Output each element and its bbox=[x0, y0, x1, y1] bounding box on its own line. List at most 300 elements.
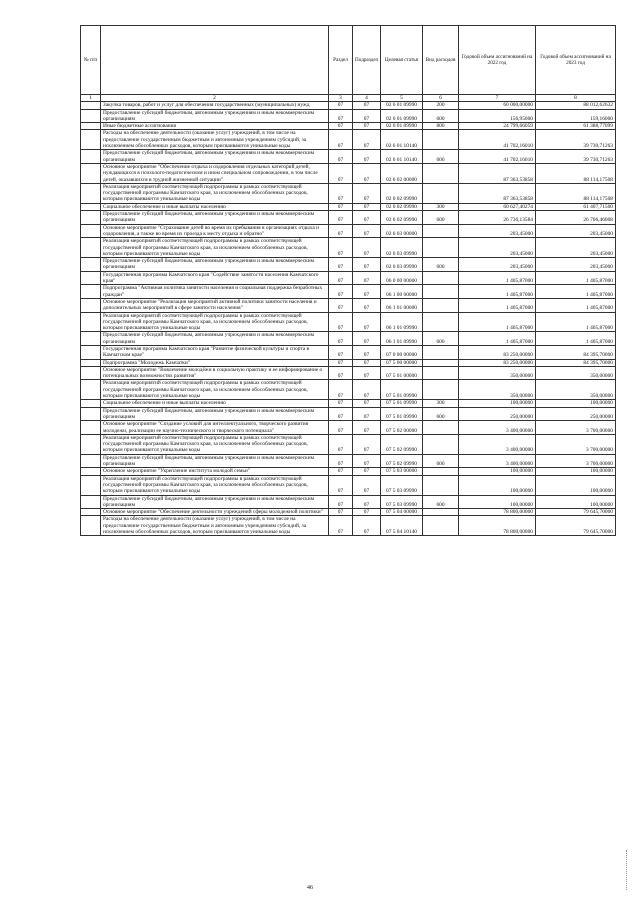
amount-2022-cell: 250,00000 bbox=[459, 407, 536, 421]
amount-2023-cell: 88 114,17508 bbox=[536, 163, 616, 183]
row-number-cell bbox=[81, 345, 101, 359]
table-row bbox=[81, 150, 616, 164]
podrazdel-cell: 07 bbox=[353, 495, 381, 509]
table-row bbox=[81, 298, 616, 312]
target-article-cell: 02 6 03 09990 bbox=[381, 258, 423, 272]
target-article-cell: 02 6 01 09990 bbox=[381, 109, 423, 123]
razdel-cell: 07 bbox=[329, 332, 353, 346]
col-header-2022: Годовой объем ассигнований на 2022 год bbox=[459, 26, 536, 95]
amount-2022-cell: 3 400,00000 bbox=[459, 454, 536, 468]
item-name-cell: Реализация мероприятий соответствующей подпрограммы в рамках соответствующей государственной программы Камчатского края, за исключением обособленных расходов, которым присваиваются уникальные коды bbox=[101, 380, 329, 400]
expense-type-cell: 600 bbox=[423, 211, 459, 225]
row-number-cell bbox=[81, 150, 101, 164]
podrazdel-cell: 07 bbox=[353, 407, 381, 421]
podrazdel-cell: 07 bbox=[353, 359, 381, 366]
item-name-cell: Государственная программа Камчатского края "Развитие физической культуры и спорта в Камчатском крае" bbox=[101, 345, 329, 359]
podrazdel-cell: 07 bbox=[353, 224, 381, 238]
table-row bbox=[81, 211, 616, 225]
amount-2022-cell: 3 400,00000 bbox=[459, 421, 536, 435]
table-row bbox=[81, 258, 616, 272]
row-number-cell bbox=[81, 285, 101, 299]
podrazdel-cell: 07 bbox=[353, 183, 381, 203]
row-number-cell bbox=[81, 475, 101, 495]
col-header-target-article: Целевая статья bbox=[381, 26, 423, 95]
amount-2023-cell: 1 405,87000 bbox=[536, 271, 616, 285]
table-row bbox=[81, 366, 616, 380]
table-row bbox=[81, 183, 616, 203]
expense-type-cell bbox=[423, 366, 459, 380]
table-row bbox=[81, 238, 616, 258]
expense-type-cell bbox=[423, 380, 459, 400]
amount-2022-cell: 1 405,87000 bbox=[459, 332, 536, 346]
amount-2023-cell: 84 395,70000 bbox=[536, 359, 616, 366]
target-article-cell: 02 6 01 09990 bbox=[381, 102, 423, 109]
row-number-cell bbox=[81, 454, 101, 468]
amount-2023-cell: 26 706,46008 bbox=[536, 211, 616, 225]
podrazdel-cell: 07 bbox=[353, 285, 381, 299]
target-article-cell: 02 6 01 10140 bbox=[381, 150, 423, 164]
expense-type-cell bbox=[423, 298, 459, 312]
col-number: 4 bbox=[353, 95, 381, 102]
amount-2023-cell: 39 730,71263 bbox=[536, 150, 616, 164]
razdel-cell: 07 bbox=[329, 380, 353, 400]
table-row bbox=[81, 332, 616, 346]
table-row bbox=[81, 285, 616, 299]
podrazdel-cell: 07 bbox=[353, 203, 381, 210]
amount-2023-cell: 250,00000 bbox=[536, 407, 616, 421]
razdel-cell: 07 bbox=[329, 123, 353, 130]
amount-2023-cell: 3 700,00000 bbox=[536, 421, 616, 435]
table-row bbox=[81, 345, 616, 359]
target-article-cell: 07 5 00 00000 bbox=[381, 359, 423, 366]
amount-2022-cell: 60 627,40274 bbox=[459, 203, 536, 210]
amount-2022-cell: 100,00000 bbox=[459, 400, 536, 407]
target-article-cell: 07 5 03 09990 bbox=[381, 475, 423, 495]
razdel-cell: 07 bbox=[329, 345, 353, 359]
table-row bbox=[81, 407, 616, 421]
table-row bbox=[81, 359, 616, 366]
amount-2022-cell: 203,45000 bbox=[459, 224, 536, 238]
item-name-cell: Подпрограмма "Активная политика занятости населения и социальная поддержка безработных граждан" bbox=[101, 285, 329, 299]
amount-2023-cell: 100,00000 bbox=[536, 468, 616, 475]
col-number: 7 bbox=[459, 95, 536, 102]
podrazdel-cell: 07 bbox=[353, 332, 381, 346]
amount-2023-cell: 3 700,00000 bbox=[536, 434, 616, 454]
amount-2022-cell: 100,00000 bbox=[459, 468, 536, 475]
amount-2022-cell: 100,00000 bbox=[459, 495, 536, 509]
podrazdel-cell: 07 bbox=[353, 400, 381, 407]
expense-type-cell bbox=[423, 509, 459, 516]
amount-2022-cell: 350,00000 bbox=[459, 366, 536, 380]
target-article-cell: 06 1 01 09990 bbox=[381, 312, 423, 332]
table-row bbox=[81, 380, 616, 400]
col-header-expense-type: Вид расходов bbox=[423, 26, 459, 95]
row-number-cell bbox=[81, 258, 101, 272]
table-row bbox=[81, 468, 616, 475]
column-number-row bbox=[81, 95, 616, 102]
page-number: 46 bbox=[307, 885, 313, 891]
razdel-cell: 07 bbox=[329, 454, 353, 468]
col-number: 1 bbox=[81, 95, 101, 102]
razdel-cell: 07 bbox=[329, 211, 353, 225]
item-name-cell: Основное мероприятие "Страхование детей во время их пребывания в организациях отдыха и оздоровления, а также во время их проезда к месту отдыха и обратно" bbox=[101, 224, 329, 238]
target-article-cell: 07 5 02 09990 bbox=[381, 454, 423, 468]
target-article-cell: 07 5 03 00000 bbox=[381, 468, 423, 475]
amount-2022-cell: 100,00000 bbox=[459, 475, 536, 495]
row-number-cell bbox=[81, 468, 101, 475]
item-name-cell: Реализация мероприятий соответствующей подпрограммы в рамках соответствующей государственной программы Камчатского края, за исключением обособленных расходов, которым присваиваются уникальные коды bbox=[101, 312, 329, 332]
budget-table bbox=[80, 25, 616, 536]
item-name-cell: Иные бюджетные ассигнования bbox=[101, 123, 329, 130]
table-row bbox=[81, 475, 616, 495]
target-article-cell: 07 5 01 09990 bbox=[381, 380, 423, 400]
header-row bbox=[81, 26, 616, 95]
row-number-cell bbox=[81, 421, 101, 435]
expense-type-cell bbox=[423, 183, 459, 203]
razdel-cell: 07 bbox=[329, 238, 353, 258]
podrazdel-cell: 07 bbox=[353, 516, 381, 536]
col-number: 5 bbox=[381, 95, 423, 102]
podrazdel-cell: 07 bbox=[353, 312, 381, 332]
amount-2022-cell: 83 250,00000 bbox=[459, 345, 536, 359]
amount-2023-cell: 61 388,77099 bbox=[536, 123, 616, 130]
expense-type-cell bbox=[423, 163, 459, 183]
table-row bbox=[81, 224, 616, 238]
amount-2022-cell: 26 736,13584 bbox=[459, 211, 536, 225]
row-number-cell bbox=[81, 434, 101, 454]
item-name-cell: Основное мероприятие "Укрепление института молодой семьи" bbox=[101, 468, 329, 475]
amount-2023-cell: 88 012,62632 bbox=[536, 102, 616, 109]
amount-2022-cell: 350,00000 bbox=[459, 380, 536, 400]
target-article-cell: 06 0 00 00000 bbox=[381, 271, 423, 285]
item-name-cell: Предоставление субсидий бюджетным, автономным учреждениям и иным некоммерческим организациям bbox=[101, 454, 329, 468]
expense-type-cell bbox=[423, 468, 459, 475]
table-row bbox=[81, 454, 616, 468]
row-number-cell bbox=[81, 109, 101, 123]
razdel-cell: 07 bbox=[329, 407, 353, 421]
podrazdel-cell: 07 bbox=[353, 211, 381, 225]
razdel-cell: 07 bbox=[329, 163, 353, 183]
razdel-cell: 07 bbox=[329, 109, 353, 123]
amount-2023-cell: 79 645,70000 bbox=[536, 516, 616, 536]
row-number-cell bbox=[81, 130, 101, 150]
row-number-cell bbox=[81, 407, 101, 421]
amount-2022-cell: 41 702,16010 bbox=[459, 150, 536, 164]
target-article-cell: 02 6 02 09990 bbox=[381, 211, 423, 225]
item-name-cell: Реализация мероприятий соответствующей подпрограммы в рамках соответствующей государственной программы Камчатского края, за исключением обособленных расходов, которым присваиваются уникальные коды bbox=[101, 238, 329, 258]
razdel-cell: 07 bbox=[329, 298, 353, 312]
row-number-cell bbox=[81, 495, 101, 509]
table-row bbox=[81, 271, 616, 285]
target-article-cell: 07 5 04 10140 bbox=[381, 516, 423, 536]
table-row bbox=[81, 434, 616, 454]
target-article-cell: 07 5 01 09990 bbox=[381, 400, 423, 407]
expense-type-cell bbox=[423, 312, 459, 332]
item-name-cell: Государственная программа Камчатского края "Содействие занятости населения Камчатского края" bbox=[101, 271, 329, 285]
amount-2023-cell: 3 700,00000 bbox=[536, 454, 616, 468]
col-header-podrazdel: Подраздел bbox=[353, 26, 381, 95]
amount-2022-cell: 203,45000 bbox=[459, 258, 536, 272]
item-name-cell: Социальное обеспечение и иные выплаты населению bbox=[101, 400, 329, 407]
razdel-cell: 07 bbox=[329, 271, 353, 285]
col-number: 2 bbox=[101, 95, 329, 102]
podrazdel-cell: 07 bbox=[353, 163, 381, 183]
item-name-cell: Основное мероприятие "Обеспечение отдыха и оздоровления отдельных категорий детей, нуждающихся в психолого-педагогическом и ином специальном сопровождении, в том числе детей, оказавшихся в трудной жизненной ситуации" bbox=[101, 163, 329, 183]
item-name-cell: Социальное обеспечение и иные выплаты населению bbox=[101, 203, 329, 210]
target-article-cell: 02 6 02 09990 bbox=[381, 203, 423, 210]
amount-2023-cell: 1 405,87000 bbox=[536, 285, 616, 299]
col-header-2023: Годовой объем ассигнований на 2023 год bbox=[536, 26, 616, 95]
row-number-cell bbox=[81, 224, 101, 238]
table-row bbox=[81, 130, 616, 150]
row-number-cell bbox=[81, 400, 101, 407]
podrazdel-cell: 07 bbox=[353, 130, 381, 150]
item-name-cell: Предоставление субсидий бюджетным, автономным учреждениям и иным некоммерческим организациям bbox=[101, 109, 329, 123]
expense-type-cell: 600 bbox=[423, 258, 459, 272]
target-article-cell: 07 5 01 09990 bbox=[381, 407, 423, 421]
expense-type-cell bbox=[423, 421, 459, 435]
table-row bbox=[81, 312, 616, 332]
razdel-cell: 07 bbox=[329, 258, 353, 272]
podrazdel-cell: 07 bbox=[353, 238, 381, 258]
expense-type-cell bbox=[423, 271, 459, 285]
expense-type-cell bbox=[423, 224, 459, 238]
amount-2022-cell: 87 363,53858 bbox=[459, 163, 536, 183]
target-article-cell: 02 6 01 10140 bbox=[381, 130, 423, 150]
podrazdel-cell: 07 bbox=[353, 102, 381, 109]
item-name-cell: Реализация мероприятий соответствующей подпрограммы в рамках соответствующей государственной программы Камчатского края, за исключением обособленных расходов, которым присваиваются уникальные коды bbox=[101, 475, 329, 495]
target-article-cell: 07 0 00 00000 bbox=[381, 345, 423, 359]
item-name-cell: Расходы на обеспечение деятельности (оказание услуг) учреждений, в том числе на предоставление государственным бюджетным и автономным учреждениям субсидий, за исключением обособленных расходов, которым присваиваются уникальные коды bbox=[101, 130, 329, 150]
row-number-cell bbox=[81, 102, 101, 109]
target-article-cell: 02 6 03 00000 bbox=[381, 224, 423, 238]
col-header-number: № п/п bbox=[81, 26, 101, 95]
razdel-cell: 07 bbox=[329, 495, 353, 509]
row-number-cell bbox=[81, 509, 101, 516]
amount-2022-cell: 24 799,66059 bbox=[459, 123, 536, 130]
expense-type-cell bbox=[423, 359, 459, 366]
expense-type-cell bbox=[423, 130, 459, 150]
target-article-cell: 02 6 02 00000 bbox=[381, 163, 423, 183]
target-article-cell: 06 1 01 00000 bbox=[381, 298, 423, 312]
amount-2023-cell: 350,00000 bbox=[536, 380, 616, 400]
expense-type-cell bbox=[423, 434, 459, 454]
amount-2022-cell: 83 250,00000 bbox=[459, 359, 536, 366]
row-number-cell bbox=[81, 312, 101, 332]
expense-type-cell: 600 bbox=[423, 495, 459, 509]
razdel-cell: 07 bbox=[329, 468, 353, 475]
razdel-cell: 07 bbox=[329, 509, 353, 516]
col-number: 8 bbox=[536, 95, 616, 102]
target-article-cell: 07 5 02 00000 bbox=[381, 421, 423, 435]
podrazdel-cell: 07 bbox=[353, 298, 381, 312]
razdel-cell: 07 bbox=[329, 150, 353, 164]
item-name-cell: Основное мероприятие "Вовлечение молодёжи в социальную практику и ее информирование о потенциальных возможностях развития" bbox=[101, 366, 329, 380]
amount-2022-cell: 78 800,00000 bbox=[459, 509, 536, 516]
podrazdel-cell: 07 bbox=[353, 271, 381, 285]
row-number-cell bbox=[81, 211, 101, 225]
expense-type-cell bbox=[423, 238, 459, 258]
amount-2022-cell: 78 800,00000 bbox=[459, 516, 536, 536]
target-article-cell: 07 5 03 09990 bbox=[381, 495, 423, 509]
amount-2023-cell: 1 405,87000 bbox=[536, 312, 616, 332]
item-name-cell: Предоставление субсидий бюджетным, автономным учреждениям и иным некоммерческим организациям bbox=[101, 211, 329, 225]
podrazdel-cell: 07 bbox=[353, 380, 381, 400]
podrazdel-cell: 07 bbox=[353, 421, 381, 435]
amount-2023-cell: 100,00000 bbox=[536, 495, 616, 509]
expense-type-cell: 200 bbox=[423, 102, 459, 109]
target-article-cell: 02 6 01 09990 bbox=[381, 123, 423, 130]
table-row bbox=[81, 203, 616, 210]
table-row bbox=[81, 123, 616, 130]
razdel-cell: 07 bbox=[329, 203, 353, 210]
expense-type-cell bbox=[423, 475, 459, 495]
razdel-cell: 07 bbox=[329, 434, 353, 454]
amount-2022-cell: 1 405,87000 bbox=[459, 298, 536, 312]
amount-2022-cell: 3 400,00000 bbox=[459, 434, 536, 454]
amount-2023-cell: 350,00000 bbox=[536, 366, 616, 380]
item-name-cell: Предоставление субсидий бюджетным, автономным учреждениям и иным некоммерческим организациям bbox=[101, 495, 329, 509]
row-number-cell bbox=[81, 183, 101, 203]
target-article-cell: 06 1 01 09990 bbox=[381, 332, 423, 346]
amount-2023-cell: 203,45000 bbox=[536, 224, 616, 238]
amount-2023-cell: 1 405,87000 bbox=[536, 298, 616, 312]
razdel-cell: 07 bbox=[329, 183, 353, 203]
amount-2022-cell: 156,95000 bbox=[459, 109, 536, 123]
row-number-cell bbox=[81, 380, 101, 400]
table-row bbox=[81, 400, 616, 407]
razdel-cell: 07 bbox=[329, 102, 353, 109]
podrazdel-cell: 07 bbox=[353, 434, 381, 454]
amount-2022-cell: 1 405,87000 bbox=[459, 271, 536, 285]
margin-mark bbox=[626, 850, 628, 890]
amount-2022-cell: 87 363,53858 bbox=[459, 183, 536, 203]
razdel-cell: 07 bbox=[329, 224, 353, 238]
item-name-cell: Основное мероприятие "Создание условий для интеллектуального, творческого развития молодежи, реализации ее научно-технического и творческого потенциала" bbox=[101, 421, 329, 435]
table-row bbox=[81, 421, 616, 435]
table-body bbox=[81, 102, 616, 536]
amount-2023-cell: 1 405,87000 bbox=[536, 332, 616, 346]
expense-type-cell: 600 bbox=[423, 407, 459, 421]
target-article-cell: 07 5 02 09990 bbox=[381, 434, 423, 454]
item-name-cell: Предоставление субсидий бюджетным, автономным учреждениям и иным некоммерческим организациям bbox=[101, 407, 329, 421]
item-name-cell: Расходы на обеспечение деятельности (оказание услуг) учреждений, в том числе на предоставление государственным бюджетным и автономным учреждениям субсидий, за исключением обособленных расходов, которым присваиваются уникальные коды bbox=[101, 516, 329, 536]
table-row bbox=[81, 509, 616, 516]
expense-type-cell bbox=[423, 285, 459, 299]
expense-type-cell: 600 bbox=[423, 150, 459, 164]
razdel-cell: 07 bbox=[329, 421, 353, 435]
row-number-cell bbox=[81, 203, 101, 210]
amount-2023-cell: 203,45000 bbox=[536, 238, 616, 258]
col-header-razdel: Раздел bbox=[329, 26, 353, 95]
expense-type-cell: 300 bbox=[423, 400, 459, 407]
item-name-cell: Предоставление субсидий бюджетным, автономным учреждениям и иным некоммерческим организациям bbox=[101, 258, 329, 272]
row-number-cell bbox=[81, 163, 101, 183]
razdel-cell: 07 bbox=[329, 312, 353, 332]
podrazdel-cell: 07 bbox=[353, 366, 381, 380]
target-article-cell: 02 6 03 09990 bbox=[381, 238, 423, 258]
expense-type-cell: 600 bbox=[423, 332, 459, 346]
razdel-cell: 07 bbox=[329, 516, 353, 536]
item-name-cell: Предоставление субсидий бюджетным, автономным учреждениям и иным некоммерческим организациям bbox=[101, 332, 329, 346]
podrazdel-cell: 07 bbox=[353, 123, 381, 130]
item-name-cell: Основное мероприятие "Реализация мероприятий активной политики занятости населения и дополнительных мероприятий в сфере занятости населения" bbox=[101, 298, 329, 312]
amount-2023-cell: 100,00000 bbox=[536, 475, 616, 495]
item-name-cell: Реализация мероприятий соответствующей подпрограммы в рамках соответствующей государственной программы Камчатского края, за исключением обособленных расходов, которым присваиваются уникальные коды bbox=[101, 183, 329, 203]
podrazdel-cell: 07 bbox=[353, 345, 381, 359]
razdel-cell: 07 bbox=[329, 130, 353, 150]
item-name-cell: Закупка товаров, работ и услуг для обеспечения государственных (муниципальных) нужд bbox=[101, 102, 329, 109]
amount-2023-cell: 203,45000 bbox=[536, 258, 616, 272]
amount-2023-cell: 61 407,71500 bbox=[536, 203, 616, 210]
col-header-name bbox=[101, 26, 329, 95]
razdel-cell: 07 bbox=[329, 366, 353, 380]
row-number-cell bbox=[81, 271, 101, 285]
table-row bbox=[81, 109, 616, 123]
amount-2023-cell: 88 114,17508 bbox=[536, 183, 616, 203]
expense-type-cell: 300 bbox=[423, 203, 459, 210]
row-number-cell bbox=[81, 298, 101, 312]
expense-type-cell bbox=[423, 345, 459, 359]
podrazdel-cell: 07 bbox=[353, 109, 381, 123]
expense-type-cell: 800 bbox=[423, 123, 459, 130]
amount-2023-cell: 159,16000 bbox=[536, 109, 616, 123]
amount-2023-cell: 100,00000 bbox=[536, 400, 616, 407]
target-article-cell: 06 1 00 00000 bbox=[381, 285, 423, 299]
item-name-cell: Основное мероприятие "Обеспечение деятельности учреждений сферы молодежной политики" bbox=[101, 509, 329, 516]
row-number-cell bbox=[81, 516, 101, 536]
row-number-cell bbox=[81, 366, 101, 380]
item-name-cell: Подпрограмма "Молодежь Камчатки" bbox=[101, 359, 329, 366]
item-name-cell: Реализация мероприятий соответствующей подпрограммы в рамках соответствующей государственной программы Камчатского края, за исключением обособленных расходов, которым присваиваются уникальные коды bbox=[101, 434, 329, 454]
podrazdel-cell: 07 bbox=[353, 468, 381, 475]
amount-2023-cell: 84 395,70000 bbox=[536, 345, 616, 359]
podrazdel-cell: 07 bbox=[353, 258, 381, 272]
razdel-cell: 07 bbox=[329, 475, 353, 495]
table-row bbox=[81, 102, 616, 109]
amount-2022-cell: 60 000,00000 bbox=[459, 102, 536, 109]
expense-type-cell: 600 bbox=[423, 454, 459, 468]
amount-2022-cell: 1 405,87000 bbox=[459, 285, 536, 299]
expense-type-cell bbox=[423, 516, 459, 536]
amount-2023-cell: 39 730,71263 bbox=[536, 130, 616, 150]
row-number-cell bbox=[81, 238, 101, 258]
target-article-cell: 07 5 04 00000 bbox=[381, 509, 423, 516]
item-name-cell: Предоставление субсидий бюджетным, автономным учреждениям и иным некоммерческим организациям bbox=[101, 150, 329, 164]
podrazdel-cell: 07 bbox=[353, 454, 381, 468]
table-row bbox=[81, 163, 616, 183]
expense-type-cell: 600 bbox=[423, 109, 459, 123]
razdel-cell: 07 bbox=[329, 359, 353, 366]
target-article-cell: 07 5 01 00000 bbox=[381, 366, 423, 380]
amount-2022-cell: 203,45000 bbox=[459, 238, 536, 258]
row-number-cell bbox=[81, 123, 101, 130]
podrazdel-cell: 07 bbox=[353, 509, 381, 516]
table-row bbox=[81, 495, 616, 509]
razdel-cell: 07 bbox=[329, 285, 353, 299]
col-number: 3 bbox=[329, 95, 353, 102]
amount-2022-cell: 41 702,16010 bbox=[459, 130, 536, 150]
row-number-cell bbox=[81, 332, 101, 346]
row-number-cell bbox=[81, 359, 101, 366]
amount-2023-cell: 79 645,70000 bbox=[536, 509, 616, 516]
podrazdel-cell: 07 bbox=[353, 150, 381, 164]
col-number: 6 bbox=[423, 95, 459, 102]
razdel-cell: 07 bbox=[329, 400, 353, 407]
podrazdel-cell: 07 bbox=[353, 475, 381, 495]
target-article-cell: 02 6 02 09990 bbox=[381, 183, 423, 203]
amount-2022-cell: 1 405,87000 bbox=[459, 312, 536, 332]
